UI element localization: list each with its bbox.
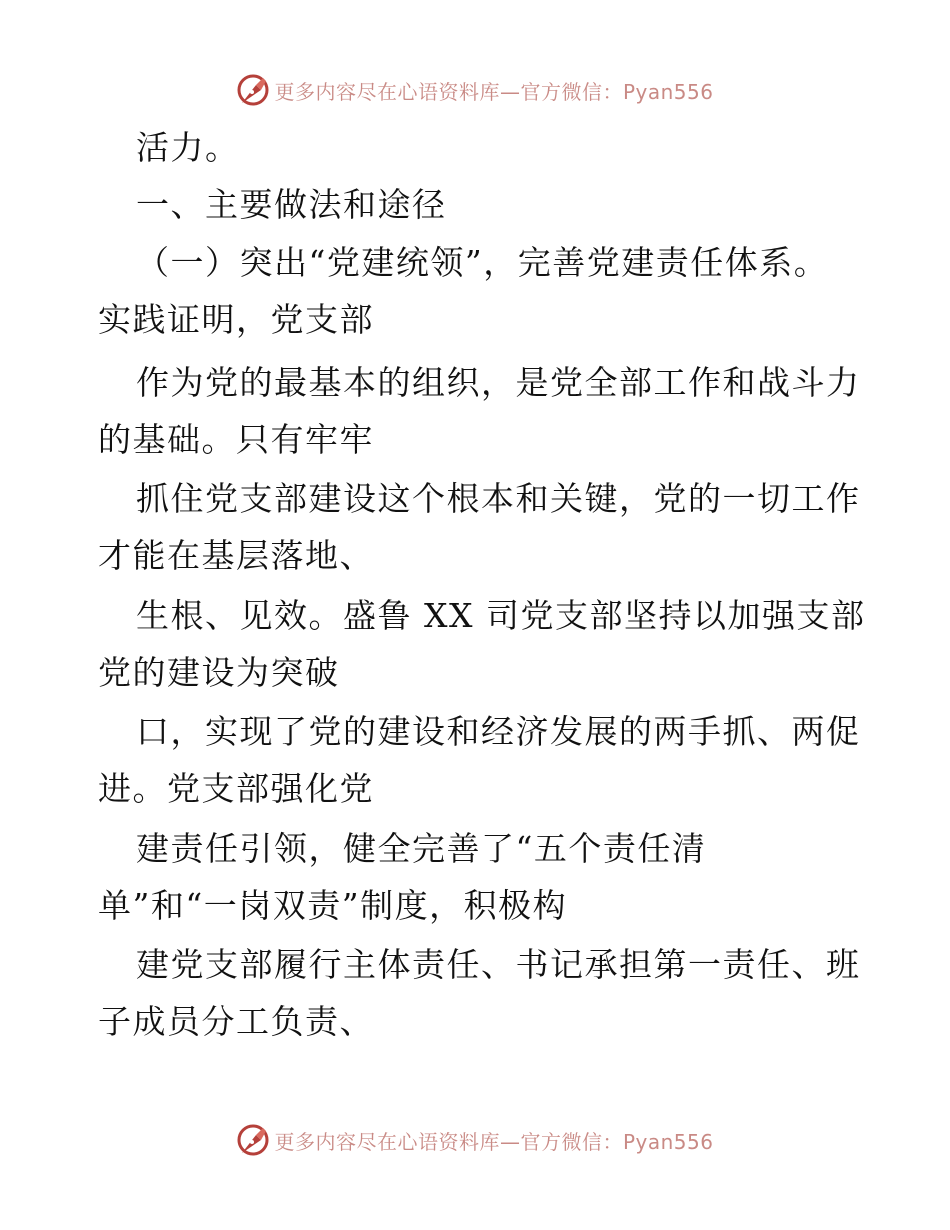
- text-line: 抓住党支部建设这个根本和关键，党的一切工作: [136, 479, 861, 518]
- section-heading: 一、主要做法和途径: [136, 185, 447, 224]
- text-line: 实践证明，党支部: [98, 300, 374, 339]
- text-line: 建党支部履行主体责任、书记承担第一责任、班: [136, 945, 861, 984]
- text-line: 生根、见效。盛鲁 XX 司党支部坚持以加强支部: [136, 596, 866, 635]
- pen-logo-icon: [236, 73, 270, 107]
- text-line: 作为党的最基本的组织，是党全部工作和战斗力: [136, 363, 861, 402]
- subsection-heading: （一）突出“党建统领”，完善党建责任体系。: [136, 243, 829, 282]
- watermark-text: 更多内容尽在心语资料库—官方微信：Pyan556: [274, 1129, 714, 1154]
- text-line: 口，实现了党的建设和经济发展的两手抓、两促: [136, 712, 861, 751]
- text-line: 党的建设为突破: [98, 653, 340, 692]
- text-line: 单”和“一岗双责”制度，积极构: [98, 886, 568, 925]
- watermark-text: 更多内容尽在心语资料库—官方微信：Pyan556: [274, 79, 714, 104]
- text-line: 子成员分工负责、: [98, 1002, 374, 1041]
- text-line: 的基础。只有牢牢: [98, 420, 374, 459]
- pen-logo-icon: [236, 1123, 270, 1157]
- text-line: 才能在基层落地、: [98, 536, 374, 575]
- footer-watermark: [0, 1120, 950, 1160]
- text-line: 建责任引领，健全完善了“五个责任清: [136, 829, 707, 868]
- text-line: 进。党支部强化党: [98, 769, 374, 808]
- header-watermark: [0, 70, 950, 110]
- text-line: 活力。: [136, 128, 240, 167]
